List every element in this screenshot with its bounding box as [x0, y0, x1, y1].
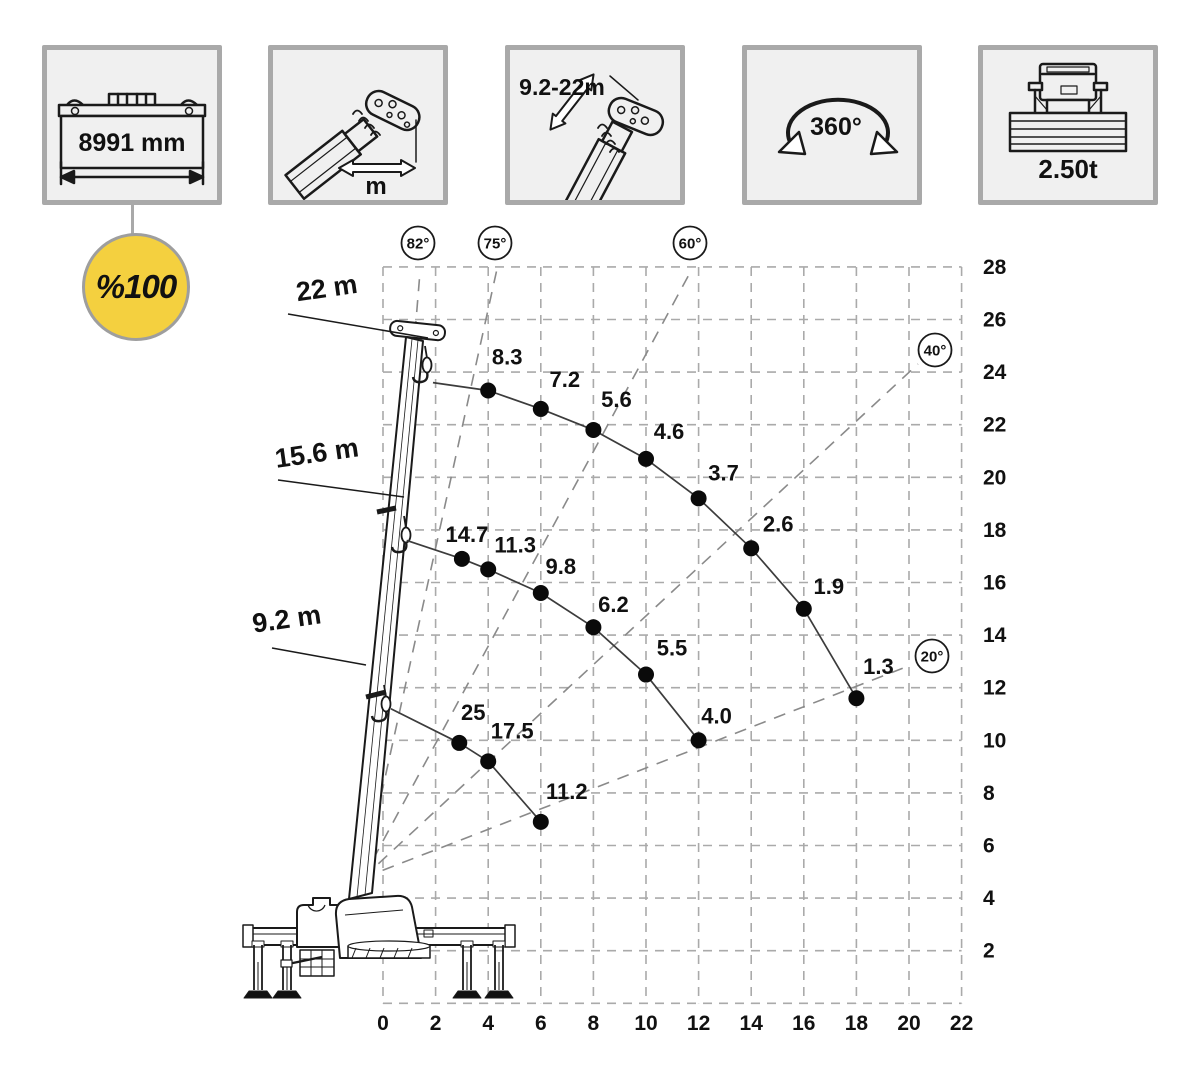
boom-length-label: 9.2 m: [250, 599, 324, 639]
x-axis-tick-label: 8: [587, 1012, 600, 1035]
y-axis-tick-label: 28: [983, 255, 1007, 279]
boom-label-leader: [278, 480, 404, 497]
x-axis-tick-label: 20: [897, 1012, 921, 1035]
load-point: [585, 619, 601, 635]
load-point: [743, 540, 759, 556]
load-point: [480, 561, 496, 577]
y-axis-tick-label: 14: [983, 624, 1007, 648]
y-axis-tick-label: 18: [983, 518, 1007, 542]
load-value-label: 6.2: [598, 592, 629, 618]
load-value-label: 3.7: [708, 460, 739, 486]
boom-angle-ray: [363, 364, 918, 878]
load-value-label: 2.6: [762, 511, 794, 537]
y-axis-tick-label: 26: [983, 308, 1007, 332]
load-value-label: 11.2: [545, 778, 588, 804]
y-axis-tick-label: 6: [983, 834, 995, 858]
load-value-label: 25: [461, 699, 486, 725]
y-axis-tick-label: 10: [983, 729, 1007, 753]
x-axis-tick-label: 18: [844, 1012, 869, 1035]
load-point: [691, 732, 707, 748]
load-value-label: 1.3: [863, 654, 894, 680]
angle-badge-label: 82°: [406, 235, 430, 253]
x-axis-tick-label: 10: [634, 1012, 658, 1035]
load-point: [848, 690, 864, 706]
load-point: [691, 490, 707, 506]
y-axis-tick-label: 4: [983, 887, 995, 911]
x-axis-tick-label: 22: [949, 1012, 974, 1035]
badge-label: %100: [95, 268, 177, 305]
x-axis-tick-label: 6: [534, 1012, 547, 1035]
load-value-label: 14.7: [445, 521, 489, 547]
load-value-label: 8.3: [491, 344, 523, 370]
x-axis-tick-label: 14: [739, 1012, 763, 1035]
load-value-label: 9.8: [545, 554, 577, 580]
load-value-label: 17.5: [490, 718, 534, 744]
load-value-label: 1.9: [813, 573, 845, 599]
load-point: [585, 422, 601, 438]
load-point: [796, 601, 812, 617]
load-value-label: 7.2: [549, 366, 581, 392]
angle-badge-label: 20°: [920, 648, 944, 666]
boom-label-leader: [272, 648, 366, 665]
outrigger-extension-label: m: [365, 173, 387, 200]
load-value-label: 11.3: [494, 532, 537, 558]
load-point: [533, 814, 549, 830]
load-value-label: 5.6: [601, 386, 632, 412]
load-point: [533, 401, 549, 417]
carrier-length-label: 8991 mm: [78, 129, 186, 157]
load-point: [638, 667, 654, 683]
load-point: [454, 551, 470, 567]
y-axis-tick-label: 12: [983, 676, 1007, 700]
x-axis-tick-label: 16: [792, 1012, 816, 1035]
y-axis-tick-label: 8: [983, 781, 995, 805]
angle-badge-label: 40°: [923, 342, 947, 360]
load-point: [480, 383, 496, 399]
rotation-label: 360°: [810, 113, 862, 141]
y-axis-tick-label: 2: [983, 939, 995, 963]
boom-angle-ray: [363, 667, 906, 878]
y-axis-tick-label: 16: [983, 571, 1007, 595]
angle-badges: [402, 227, 952, 673]
y-axis-tick-label: 24: [983, 361, 1007, 385]
y-axis-tick-label: 22: [983, 413, 1007, 437]
x-axis-tick-label: 4: [482, 1012, 495, 1035]
counterweight-label: 2.50t: [1038, 154, 1098, 184]
load-point: [533, 585, 549, 601]
load-point: [480, 753, 496, 769]
crane-illustration: [243, 320, 515, 998]
y-axis-tick-label: 20: [983, 466, 1007, 490]
load-point: [451, 735, 467, 751]
boom-length-label: 22 m: [294, 268, 360, 308]
load-value-label: 4.6: [653, 418, 685, 444]
boom-length-range-label: 9.2-22m: [519, 74, 605, 100]
x-axis-tick-label: 2: [429, 1012, 442, 1035]
load-value-label: 5.5: [656, 635, 688, 661]
load-curves: [391, 345, 894, 830]
load-point: [638, 451, 654, 467]
x-axis-tick-label: 0: [377, 1012, 389, 1035]
angle-badge-label: 75°: [483, 235, 507, 253]
load-value-label: 4.0: [701, 703, 732, 729]
x-axis-tick-label: 12: [686, 1012, 711, 1035]
angle-badge-label: 60°: [678, 235, 702, 253]
boom-length-label: 15.6 m: [273, 432, 361, 474]
